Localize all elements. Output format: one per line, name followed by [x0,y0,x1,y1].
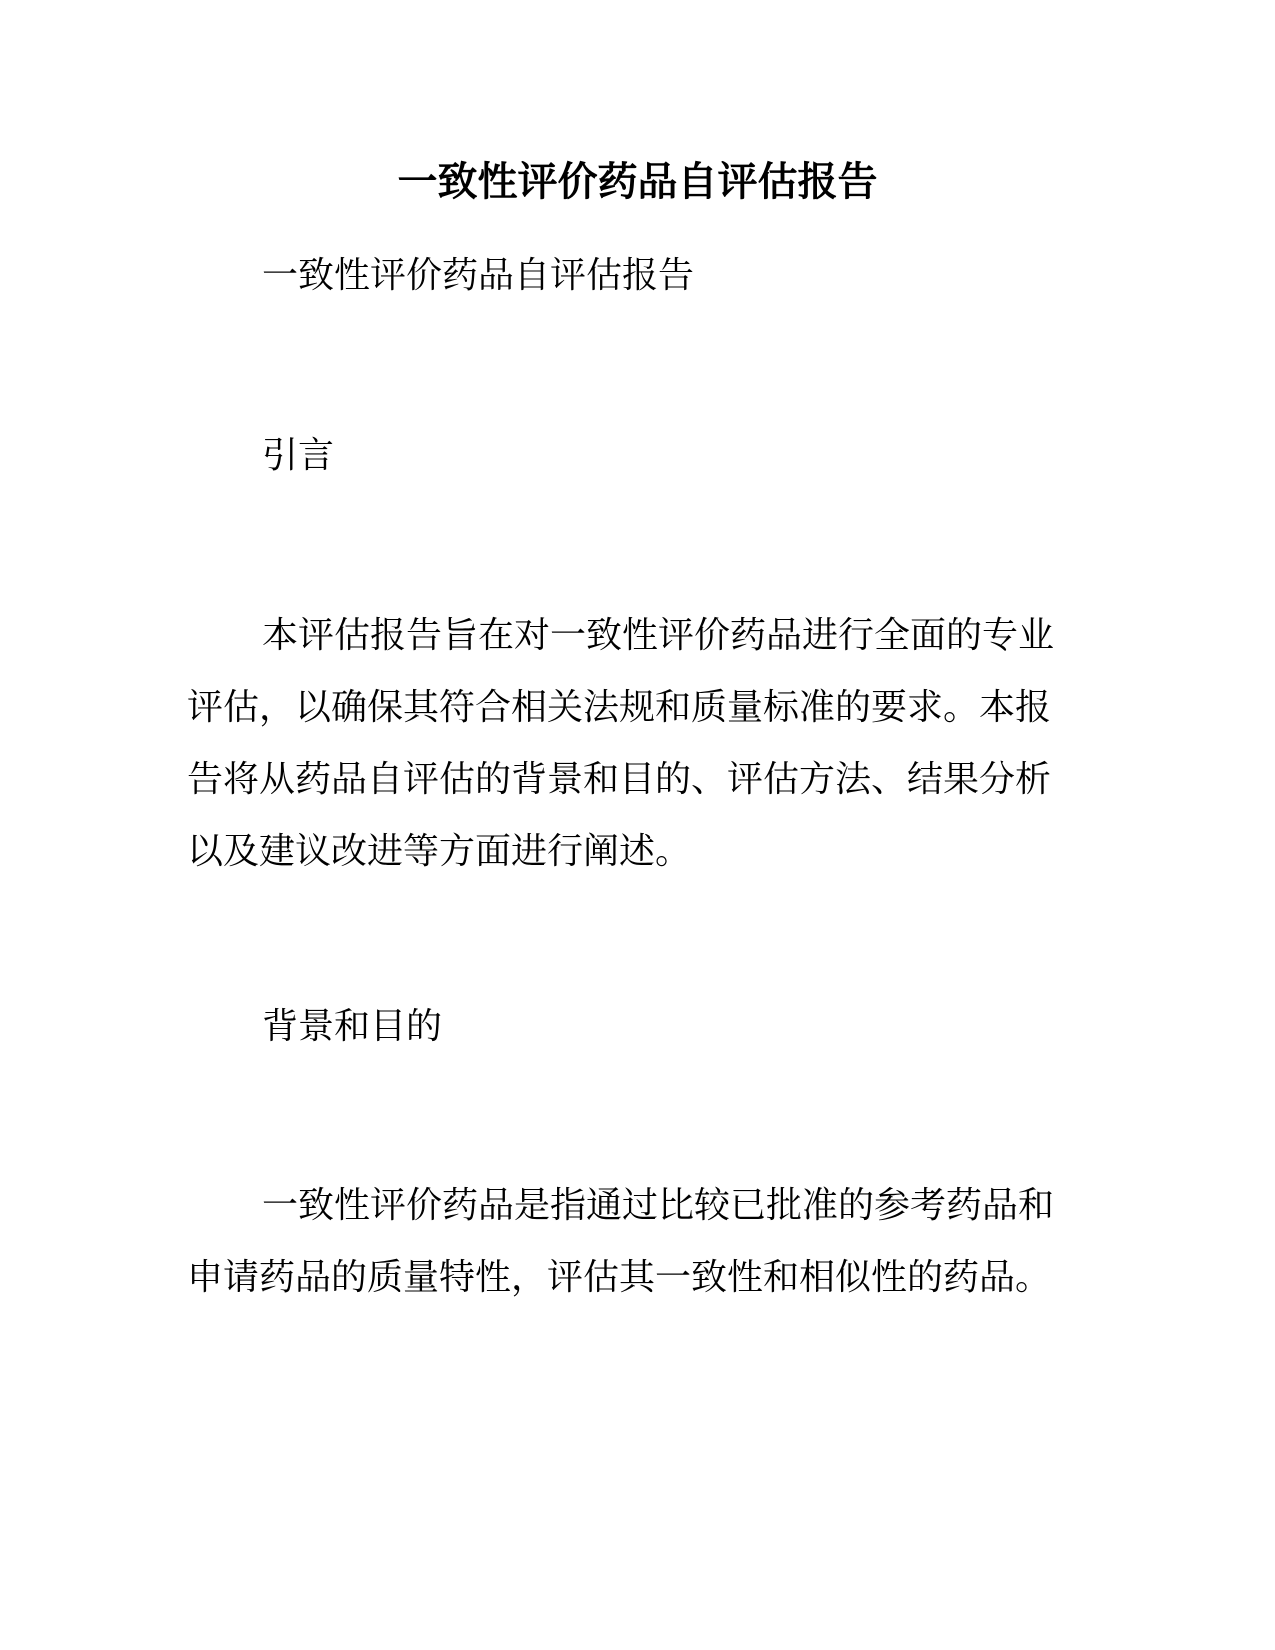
section-heading-intro: 引言 [262,435,335,476]
document-subtitle: 一致性评价药品自评估报告 [262,255,695,296]
intro-paragraph-line: 评估，以确保其符合相关法规和质量标准的要求。本报 [187,687,1052,728]
intro-paragraph-line: 本评估报告旨在对一致性评价药品进行全面的专业 [262,615,1055,656]
document-title: 一致性评价药品自评估报告 [397,159,878,205]
background-paragraph-line: 一致性评价药品是指通过比较已批准的参考药品和 [262,1185,1055,1226]
section-heading-background: 背景和目的 [262,1006,443,1047]
background-paragraph-line: 申请药品的质量特性，评估其一致性和相似性的药品。 [187,1257,1052,1298]
intro-paragraph [187,600,1087,888]
intro-paragraph-line: 以及建议改进等方面进行阐述。 [187,831,692,872]
background-paragraph [187,1170,1087,1314]
intro-paragraph-line: 告将从药品自评估的背景和目的、评估方法、结果分析 [187,759,1052,800]
